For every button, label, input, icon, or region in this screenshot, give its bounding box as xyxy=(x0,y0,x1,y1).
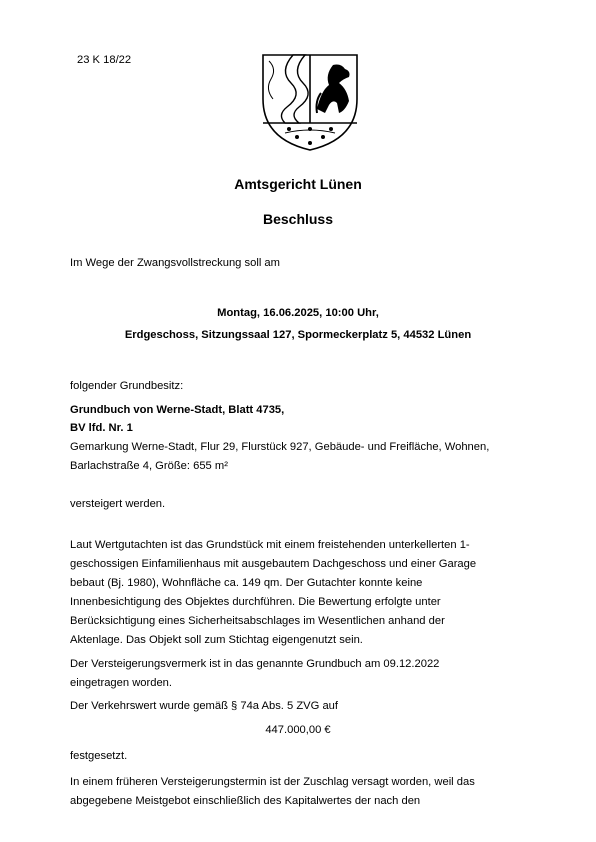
document-type: Beschluss xyxy=(262,211,334,227)
registration-line: Der Versteigerungsvermerk ist in das genannte Grundbuch am 09.12.2022 xyxy=(70,658,440,670)
assessment-line: Laut Wertgutachten ist das Grundstück mit einem freistehenden unterkellerten 1- xyxy=(70,539,470,551)
prior-line: In einem früheren Versteigerungstermin ist der Zuschlag versagt worden, weil das xyxy=(70,776,475,788)
register-title: Grundbuch von Werne-Stadt, Blatt 4735, xyxy=(70,404,285,416)
market-value: 447.000,00 € xyxy=(265,724,331,736)
court-name: Amtsgericht Lünen xyxy=(234,176,362,192)
intro-text: Im Wege der Zwangsvollstreckung soll am xyxy=(70,257,280,269)
prior-auction-paragraph xyxy=(70,773,475,811)
register-desc-line: Barlachstraße 4, Größe: 655 m² xyxy=(70,460,228,472)
registration-line: eingetragen worden. xyxy=(70,677,173,689)
register-item: BV lfd. Nr. 1 xyxy=(70,422,133,434)
assessment-line: geschossigen Einfamilienhaus mit ausgebautem Dachgeschoss und einer Garage xyxy=(70,558,477,570)
registration-paragraph xyxy=(70,655,439,693)
auction-phrase: versteigert werden. xyxy=(70,498,166,510)
appointment-place: Erdgeschoss, Sitzungssaal 127, Spormeckerplatz 5, 44532 Lünen xyxy=(124,329,472,341)
register-desc-line: Gemarkung Werne-Stadt, Flur 29, Flurstück 927, Gebäude- und Freifläche, Wohnen, xyxy=(70,441,490,453)
assessment-line: bebaut (Bj. 1980), Wohnfläche ca. 149 qm. Der Gutachter konnte keine xyxy=(70,577,423,589)
assessment-line: Aktenlage. Das Objekt soll zum Stichtag eigengenutzt sein. xyxy=(70,634,363,646)
appointment-date: Montag, 16.06.2025, 10:00 Uhr, xyxy=(217,307,379,319)
prior-line: abgegebene Meistgebot einschließlich des Kapitalwertes der nach den xyxy=(70,795,421,807)
case-number: 23 K 18/22 xyxy=(77,54,132,66)
assessment-line: Innenbesichtigung des Objektes durchführen. Die Bewertung erfolgte unter xyxy=(70,596,441,608)
value-outro: festgesetzt. xyxy=(70,750,128,762)
property-intro: folgender Grundbesitz: xyxy=(70,380,184,392)
nrw-coat-of-arms-icon xyxy=(259,49,361,153)
assessment-line: Berücksichtigung eines Sicherheitsabschlages im Wesentlichen anhand der xyxy=(70,615,445,627)
register-description xyxy=(70,438,489,476)
value-intro: Der Verkehrswert wurde gemäß § 74a Abs. 5 ZVG auf xyxy=(70,700,339,712)
assessment-paragraph xyxy=(70,536,476,650)
